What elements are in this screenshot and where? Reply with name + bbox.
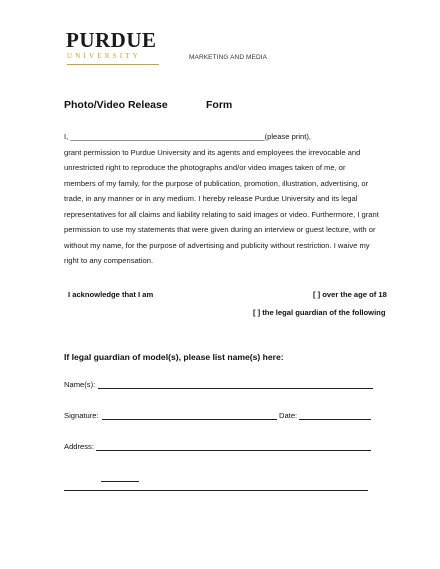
- names-line[interactable]: [98, 388, 373, 389]
- signature-label: Signature:: [64, 411, 99, 420]
- paragraph-line: representatives for all claims and liability relating to said images or video. Furthermore, I grant: [64, 209, 379, 219]
- logo-rule: [67, 64, 159, 65]
- guardian-list-heading: If legal guardian of model(s), please list name(s) here:: [64, 352, 284, 362]
- paragraph-line: I, ______________________________________________(please print),: [64, 132, 312, 141]
- form-title-suffix: Form: [206, 99, 233, 111]
- purdue-logo: PURDUE: [66, 28, 157, 52]
- signature-line[interactable]: [102, 419, 277, 420]
- paragraph-line: trade, in any manner or in any medium. I hereby release Purdue University and its legal: [64, 194, 358, 203]
- paragraph-line: permission to use my statements that were given during an interview or guest lecture, with or: [64, 225, 376, 234]
- paragraph-line: right to any compensation.: [64, 256, 154, 265]
- paragraph-line: grant permission to Purdue University and its agents and employees the irrevocable and: [64, 147, 361, 157]
- date-line[interactable]: [299, 419, 371, 420]
- purdue-logo-subtitle: UNIVERSITY: [67, 52, 141, 60]
- department-name: MARKETING AND MEDIA: [189, 54, 268, 61]
- address-line-3[interactable]: [64, 490, 368, 491]
- paragraph-line: members of my family, for the purpose of publication, promotion, illustration, advertising, or: [64, 178, 369, 188]
- guardian-checkbox-option[interactable]: [ ] the legal guardian of the following: [253, 308, 386, 317]
- age-checkbox-option[interactable]: [ ] over the age of 18: [313, 290, 387, 299]
- date-label: Date:: [279, 411, 298, 420]
- address-line-2[interactable]: [101, 481, 139, 482]
- acknowledge-label: I acknowledge that I am: [68, 290, 154, 299]
- address-line-1[interactable]: [96, 450, 371, 451]
- names-label: Name(s):: [64, 380, 96, 389]
- release-paragraph: [64, 129, 394, 269]
- form-title: Photo/Video Release: [64, 99, 168, 111]
- paragraph-line: without my name, for the purpose of advertising and publicity without restriction. I waive my: [64, 240, 370, 250]
- paragraph-line: unrestricted right to reproduce the photographs and/or video images taken of me, or: [64, 163, 346, 172]
- address-label: Address:: [64, 442, 94, 451]
